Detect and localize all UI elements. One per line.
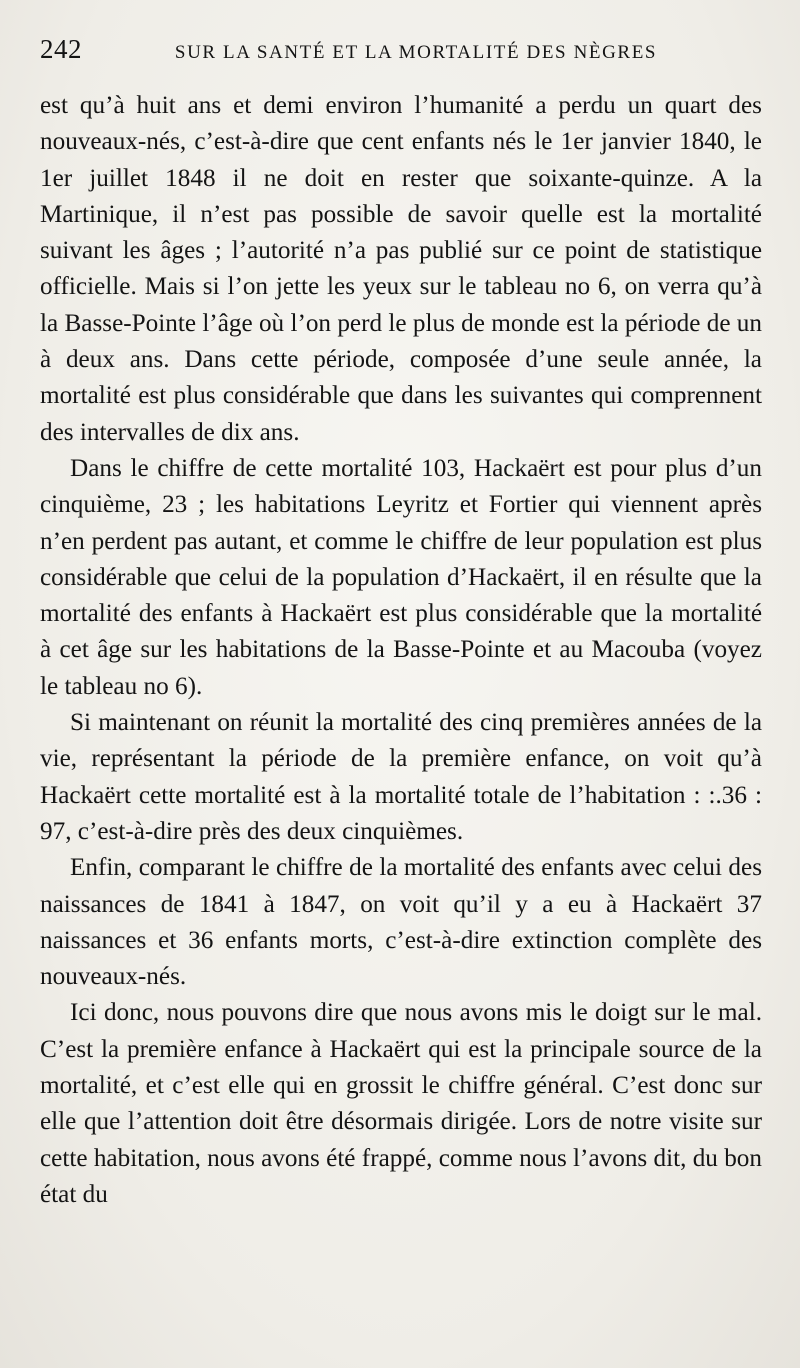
page-number: 242 — [40, 34, 82, 64]
paragraph-2: Dans le chiffre de cette mortalité 103, Hackaërt est pour plus d’un cinquième, 23 ; les habitations Leyritz et Fortier qui viennent après n’en perdent pas autant, et comme le chiffre de leur population est plus considérable que celui de la population d’Hackaërt, il en résulte que la mortalité des enfants à Hackaërt est plus considérable que la mortalité à cet âge sur les habitations de la Basse-Pointe et au Macouba (voyez le tableau no 6). — [40, 454, 762, 700]
running-head — [40, 34, 762, 78]
body-text — [40, 88, 762, 1213]
paragraph-5: Ici donc, nous pouvons dire que nous avons mis le doigt sur le mal. C’est la première enfance à Hackaërt qui est la principale source de la mortalité, et c’est elle qui en grossit le chiffre général. C’est donc sur elle que l’attention doit être désormais dirigée. Lors de notre visite sur cette habitation, nous avons été frappé, comme nous l’avons dit, du bon état du — [40, 999, 762, 1208]
paragraph-3: Si maintenant on réunit la mortalité des cinq premières années de la vie, représentant la période de la première enfance, on voit qu’à Hackaërt cette mortalité est à la mortalité totale de l’habitation : :.36 : 97, c’est-à-dire près des deux cinquièmes. — [40, 709, 762, 845]
running-title: SUR LA SANTÉ ET LA MORTALITÉ DES NÈGRES — [174, 42, 658, 63]
paragraph-4: Enfin, comparant le chiffre de la mortalité des enfants avec celui des naissances de 1841 à 1847, on voit qu’il y a eu à Hackaërt 37 naissances et 36 enfants morts, c’est-à-dire extinction complète des nouveaux-nés. — [40, 854, 762, 991]
paragraph-1: est qu’à huit ans et demi environ l’humanité a perdu un quart des nouveaux-nés, c’est-à-dire que cent enfants nés le 1er janvier 1840, le 1er juillet 1848 il ne doit en rester que soixante-quinze. A la Martinique, il n’est pas possible de savoir quelle est la mortalité suivant les âges ; l’autorité n’a pas publié sur ce point de statistique officielle. Mais si l’on jette les yeux sur le tableau no 6, on verra qu’à la Basse-Pointe l’âge où l’on perd le plus de monde est la période de un à deux ans. Dans cette période, composée d’une seule année, la mortalité est plus considérable que dans les suivantes qui comprennent des intervalles de dix ans. — [40, 92, 762, 446]
